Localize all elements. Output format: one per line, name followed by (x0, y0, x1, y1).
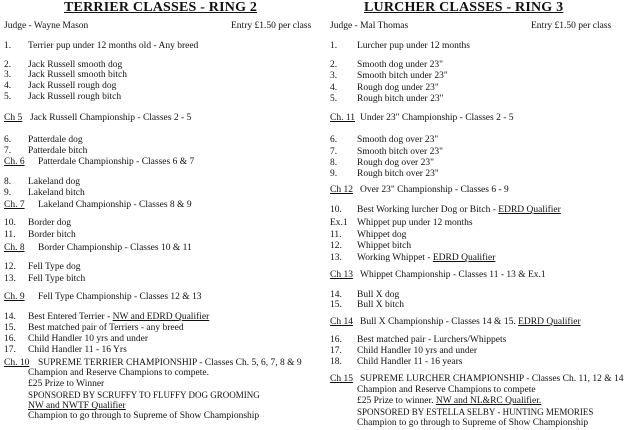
class-description (357, 159, 434, 169)
class-number: 1. (4, 41, 12, 51)
class-description (30, 114, 191, 124)
class-description (38, 158, 194, 168)
class-text: Bull X Championship - Classes 14 & 15. (360, 317, 519, 327)
class-number: 2. (330, 60, 338, 70)
class-description (28, 189, 85, 199)
class-text: Champion and Reserve Champions to compete. (28, 368, 209, 378)
class-text: Lurcher pup under 12 months (357, 41, 470, 51)
class-text: SUPREME TERRIER CHAMPIONSHIP - Classes Ch. 5, 6, 7, 8 & 9 (38, 358, 302, 368)
class-text: Lakeland dog (28, 177, 80, 187)
class-description (38, 293, 202, 303)
class-text: Whippet pup under 12 months (357, 218, 473, 228)
class-description (357, 61, 443, 71)
class-description (28, 93, 121, 103)
class-description (28, 231, 76, 241)
class-number: 6. (4, 135, 12, 145)
class-description (357, 408, 593, 417)
class-description (357, 386, 536, 396)
lurcher-entry-fee: Entry £1.50 per class (531, 21, 612, 31)
class-text: Patterdale bitch (28, 146, 88, 156)
class-description (360, 271, 546, 281)
class-description (28, 412, 259, 422)
class-text: Jack Russell rough bitch (28, 92, 122, 102)
class-description (360, 318, 581, 328)
class-number: Ch 15 (330, 374, 353, 384)
class-number: Ex.1 (330, 218, 348, 228)
class-text: Champion to go through to Supreme of Show Championship (28, 411, 260, 421)
class-description (357, 301, 404, 311)
class-text: Fell Type bitch (28, 274, 86, 284)
qualifier-text: EDRD Qualifier (498, 205, 561, 215)
class-number: 13. (4, 274, 16, 284)
class-description (357, 242, 411, 252)
class-number: Ch. 8 (4, 243, 25, 253)
class-text: Child Handler 11 - 16 Yrs (28, 345, 127, 355)
class-number: 10. (4, 218, 16, 228)
class-description (28, 219, 71, 229)
class-description (28, 324, 184, 334)
class-description (28, 147, 87, 157)
class-text: Bull X dog (357, 290, 400, 300)
class-description (28, 275, 85, 285)
class-number: 7. (4, 146, 12, 156)
class-number: 15. (4, 323, 16, 333)
qualifier-text: EDRD Qualifier (432, 253, 496, 263)
class-text: Whippet Championship - Classes 11 - 13 & Ex.1 (360, 270, 546, 280)
class-number: 9. (330, 169, 338, 179)
class-text: Best Working lurcher Dog or Bitch - (357, 205, 499, 215)
class-number: Ch 14 (330, 317, 353, 327)
class-number: 10. (330, 205, 342, 215)
class-description (357, 419, 588, 429)
class-description (357, 72, 448, 82)
class-description (357, 42, 470, 52)
class-description (357, 336, 506, 346)
class-description (357, 170, 439, 180)
class-text: Working Whippet - (357, 253, 433, 263)
class-description (357, 95, 443, 105)
class-description (357, 84, 439, 94)
terrier-judge: Judge - Wayne Mason (4, 21, 89, 31)
class-text: Patterdale dog (28, 135, 83, 145)
class-text: Patterdale Championship - Classes 6 & 7 (38, 157, 195, 167)
class-number: 7. (330, 147, 338, 157)
class-number: Ch 5 (4, 113, 23, 123)
class-description (28, 391, 260, 400)
class-description (357, 136, 438, 146)
class-number: Ch. 7 (4, 200, 25, 210)
class-text: Rough bitch under 23" (357, 94, 444, 104)
class-number: 16. (330, 335, 342, 345)
class-text: Over 23" Championship - Classes 6 - 9 (360, 185, 509, 195)
class-number: 2. (4, 60, 12, 70)
class-number: 16. (4, 334, 16, 344)
class-text: Smooth bitch under 23" (357, 71, 448, 81)
class-text: Best matched pair of Terriers - any breed (28, 323, 184, 333)
class-text: Jack Russell smooth bitch (28, 70, 127, 80)
class-number: 8. (4, 177, 12, 187)
class-text: Rough dog over 23" (357, 158, 434, 168)
class-number: 4. (330, 83, 338, 93)
class-text: Jack Russell rough dog (28, 81, 117, 91)
class-number: 14. (330, 290, 342, 300)
class-text: Champion to go through to Supreme of Show Championship (357, 418, 589, 428)
class-text: Child Handler 10 yrs and under (357, 346, 478, 356)
class-description (360, 114, 514, 124)
class-number: 17. (4, 345, 16, 355)
class-description (357, 397, 541, 407)
class-description (360, 375, 623, 385)
class-number: Ch. 6 (4, 157, 25, 167)
class-text: £25 Prize to winner. (357, 396, 436, 406)
class-text: SUPREME LURCHER CHAMPIONSHIP - Classes Ch. 11, 12 & 14 (360, 374, 624, 384)
qualifier-text: NW and NL&RC Qualifier. (435, 396, 542, 406)
class-number: 14. (4, 312, 16, 322)
class-description (28, 71, 127, 81)
class-number: 11. (330, 230, 342, 240)
class-text: Smooth dog over 23" (357, 135, 439, 145)
class-number: 9. (4, 188, 12, 198)
class-description (28, 313, 209, 323)
class-number: 17. (330, 346, 342, 356)
class-number: 13. (330, 253, 342, 263)
class-text: Smooth dog under 23" (357, 60, 443, 70)
lurcher-title: LURCHER CLASSES - RING 3 (364, 0, 564, 15)
class-text: Best Entered Terrier - (28, 312, 113, 322)
class-number: 18. (330, 357, 342, 367)
class-description (357, 206, 561, 216)
class-description (360, 186, 509, 196)
class-description (357, 254, 495, 264)
class-text: Border dog (28, 218, 72, 228)
class-number: 12. (330, 241, 342, 251)
class-number: 8. (330, 158, 338, 168)
terrier-title: TERRIER CLASSES - RING 2 (64, 0, 258, 15)
class-description (28, 263, 80, 273)
class-description (357, 347, 477, 357)
class-description (28, 346, 127, 356)
class-text: Child Handler 11 - 16 years (357, 357, 463, 367)
class-text: Best matched pair - Lurchers/Whippets (357, 335, 507, 345)
class-description (357, 358, 462, 368)
class-text: £25 Prize to Winner (28, 379, 105, 389)
class-number: 12. (4, 262, 16, 272)
class-number: Ch 12 (330, 185, 353, 195)
class-number: 5. (330, 94, 338, 104)
class-text: Lakeland bitch (28, 188, 85, 198)
class-description (28, 380, 104, 390)
class-number: 15. (330, 300, 342, 310)
class-text: Terrier pup under 12 months old - Any breed (28, 41, 199, 51)
terrier-entry-fee: Entry £1.50 per class (231, 21, 312, 31)
class-number: 4. (4, 81, 12, 91)
class-description (38, 201, 192, 211)
class-text: Child Handler 10 yrs and under (28, 334, 149, 344)
class-text: Under 23" Championship - Classes 2 - 5 (360, 113, 514, 123)
lurcher-judge: Judge - Mal Thomas (330, 21, 409, 31)
class-description (28, 369, 209, 379)
class-text: Champion and Reserve Champions to compete (357, 385, 536, 395)
class-number: Ch 13 (330, 270, 353, 280)
class-text: Bull X bitch (357, 300, 404, 310)
qualifier-text: EDRD Qualifier (518, 317, 581, 327)
qualifier-text: NW and EDRD Qualifier (112, 312, 210, 322)
class-description (28, 136, 83, 146)
class-text: Border Championship - Classes 10 & 11 (38, 243, 192, 253)
class-number: 1. (330, 41, 338, 51)
class-description (28, 82, 116, 92)
class-text: Lakeland Championship - Classes 8 & 9 (38, 200, 192, 210)
class-description (357, 148, 443, 158)
class-number: 3. (330, 71, 338, 81)
class-text: Border bitch (28, 230, 76, 240)
class-description (28, 335, 148, 345)
class-text: Whippet dog (357, 230, 407, 240)
class-number: 3. (4, 70, 12, 80)
class-text: Fell Type dog (28, 262, 81, 272)
class-number: 6. (330, 135, 338, 145)
class-text: Rough dog under 23" (357, 83, 439, 93)
class-text: Smooth bitch over 23" (357, 147, 443, 157)
class-number: 11. (4, 230, 16, 240)
class-number: Ch. 9 (4, 292, 25, 302)
class-text: Fell Type Championship - Classes 12 & 13 (38, 292, 202, 302)
class-text: Whippet bitch (357, 241, 412, 251)
class-text: SPONSORED BY SCRUFFY TO FLUFFY DOG GROOMING (28, 390, 260, 400)
class-description (357, 231, 406, 241)
class-text: SPONSORED BY ESTELLA SELBY - HUNTING MEMORIES (357, 407, 594, 417)
class-text: Rough bitch over 23" (357, 169, 439, 179)
class-number: Ch. 11 (330, 113, 355, 123)
class-number: 5. (4, 92, 12, 102)
class-description (357, 219, 473, 229)
class-text: Jack Russell Championship - Classes 2 - 5 (30, 113, 192, 123)
class-description (38, 244, 192, 254)
class-description (28, 42, 198, 52)
class-number: Ch. 10 (4, 358, 30, 368)
qualifier-text: NW and NWTF Qualifier (28, 401, 126, 411)
class-text: Jack Russell smooth dog (28, 60, 123, 70)
class-description (28, 178, 80, 188)
